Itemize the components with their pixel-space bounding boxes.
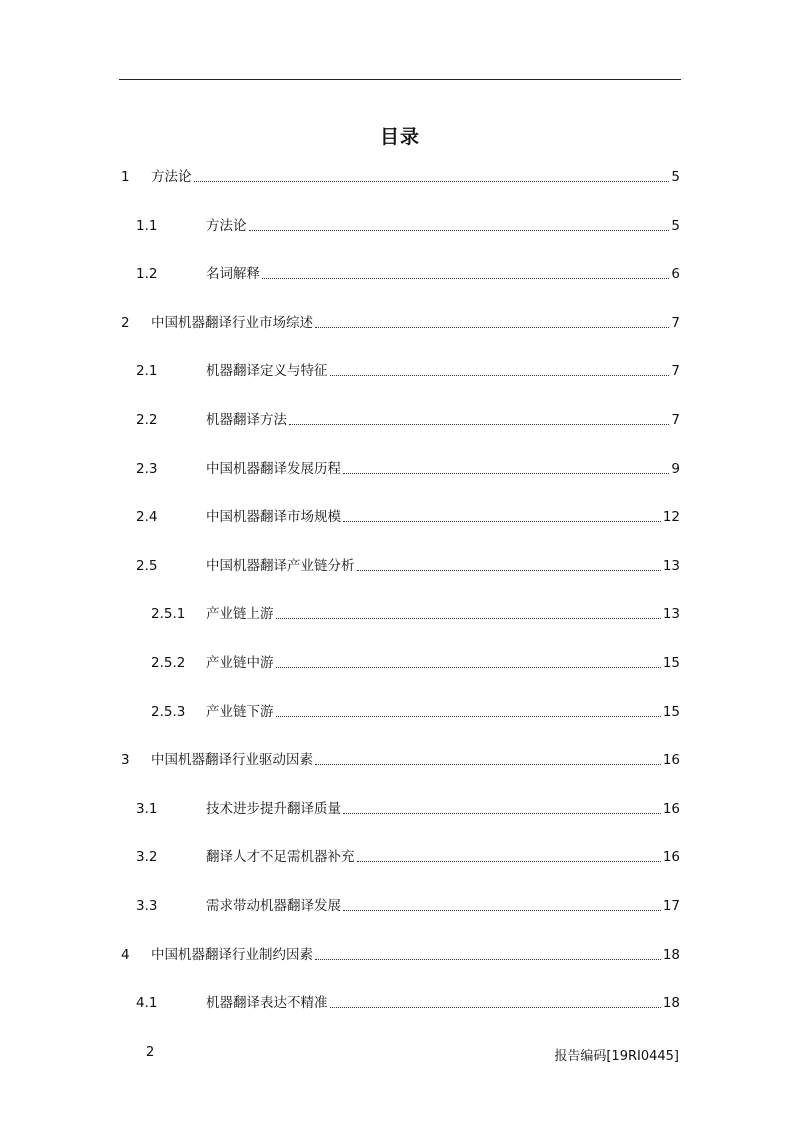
toc-dot-leader [276,716,661,717]
toc-entry-page: 18 [662,995,680,1012]
toc-entry-page: 17 [662,898,680,914]
toc-entry-page: 13 [662,557,680,574]
toc-entry-page: 7 [671,363,680,380]
toc-entry-page: 16 [662,800,680,817]
toc-dot-leader [289,424,669,425]
toc-dot-leader [357,861,661,862]
toc-entry[interactable] [151,701,680,723]
toc-entry-number: 2.5.1 [151,606,186,623]
toc-entry[interactable] [121,166,680,188]
toc-entry-page: 15 [662,703,680,720]
toc-dot-leader [315,959,661,960]
toc-entry[interactable] [136,360,680,382]
toc-entry-page: 16 [662,752,680,769]
toc-entry-label: 产业链中游 [206,655,274,671]
toc-entry-number: 4 [121,946,130,963]
toc-entry[interactable] [136,506,680,528]
toc-entry-label: 产业链下游 [206,703,274,720]
toc-dot-leader [343,521,661,522]
toc-entry-page: 12 [662,509,680,526]
toc-entry-label: 中国机器翻译行业制约因素 [151,946,313,963]
toc-entry-label: 产业链上游 [206,606,274,623]
toc-dot-leader [343,910,661,911]
toc-entry[interactable] [136,263,680,285]
toc-entry[interactable] [121,749,680,771]
toc-dot-leader [249,230,670,231]
toc-entry[interactable] [151,652,680,674]
toc-entry-number: 1.1 [136,217,158,234]
header-rule [119,79,681,80]
toc-entry-label: 方法论 [206,217,247,234]
toc-entry-label: 机器翻译定义与特征 [206,363,328,380]
toc-dot-leader [276,618,661,619]
toc-dot-leader [343,473,669,474]
toc-dot-leader [330,375,670,376]
toc-entry-label: 机器翻译表达不精准 [206,995,328,1012]
toc-entry-number: 3.3 [136,898,158,914]
toc-entry-page: 13 [662,606,680,623]
toc-dot-leader [357,570,661,571]
toc-entry-number: 2.3 [136,460,158,477]
toc-entry-number: 2.5 [136,557,158,574]
toc-entry-page: 9 [671,460,680,477]
toc-entry[interactable] [121,312,680,334]
toc-entry-page: 5 [671,169,680,185]
toc-entry[interactable] [136,215,680,237]
toc-entry-label: 中国机器翻译产业链分析 [206,557,355,574]
toc-entry-page: 6 [671,266,680,283]
toc-dot-leader [315,327,669,328]
toc-entry[interactable] [136,895,680,917]
toc-entry-page: 7 [671,412,680,428]
toc-entry-number: 1 [121,169,130,185]
toc-entry-number: 2.2 [136,412,158,428]
toc-dot-leader [315,764,661,765]
toc-entry-label: 需求带动机器翻译发展 [206,898,341,914]
footer-report-code: 报告编码[19RI0445] [554,1049,679,1064]
toc-entry[interactable] [136,555,680,577]
toc-entry-number: 2.5.3 [151,703,186,720]
toc-entry-number: 3 [121,752,130,769]
toc-entry[interactable] [136,409,680,431]
toc-entry-label: 技术进步提升翻译质量 [206,800,341,817]
toc-entry-number: 2.4 [136,509,158,526]
toc-entry[interactable] [136,992,680,1014]
toc-entry[interactable] [121,944,680,966]
toc-entry-label: 中国机器翻译行业市场综述 [151,314,313,331]
toc-entry-label: 中国机器翻译市场规模 [206,509,341,526]
toc-entry-page: 18 [662,946,680,963]
toc-entry-number: 2.5.2 [151,655,186,671]
toc-entry[interactable] [136,798,680,820]
toc-entry-label: 中国机器翻译发展历程 [206,460,341,477]
toc-entry-page: 5 [671,217,680,234]
toc-entry-label: 方法论 [151,169,192,185]
toc-entry-number: 3.1 [136,800,158,817]
toc-entry-page: 7 [671,314,680,331]
toc-entry-number: 4.1 [136,995,158,1012]
toc-dot-leader [194,181,670,182]
toc-entry-page: 15 [662,655,680,671]
toc-entry[interactable] [151,603,680,625]
toc-entry-label: 机器翻译方法 [206,412,287,428]
toc-entry-page: 16 [662,849,680,866]
footer-page-number: 2 [146,1045,155,1060]
toc-entry-number: 1.2 [136,266,158,283]
toc-entry-label: 中国机器翻译行业驱动因素 [151,752,313,769]
toc-dot-leader [330,1007,661,1008]
toc-dot-leader [276,667,661,668]
toc-entry-number: 3.2 [136,849,158,866]
toc-entry-label: 名词解释 [206,266,260,283]
toc-entry-number: 2 [121,314,130,331]
toc-dot-leader [262,278,669,279]
toc-entry[interactable] [136,458,680,480]
toc-entry-number: 2.1 [136,363,158,380]
toc-entry[interactable] [136,846,680,868]
toc-entry-label: 翻译人才不足需机器补充 [206,849,355,866]
toc-dot-leader [343,813,661,814]
toc-title: 目录 [379,126,420,148]
